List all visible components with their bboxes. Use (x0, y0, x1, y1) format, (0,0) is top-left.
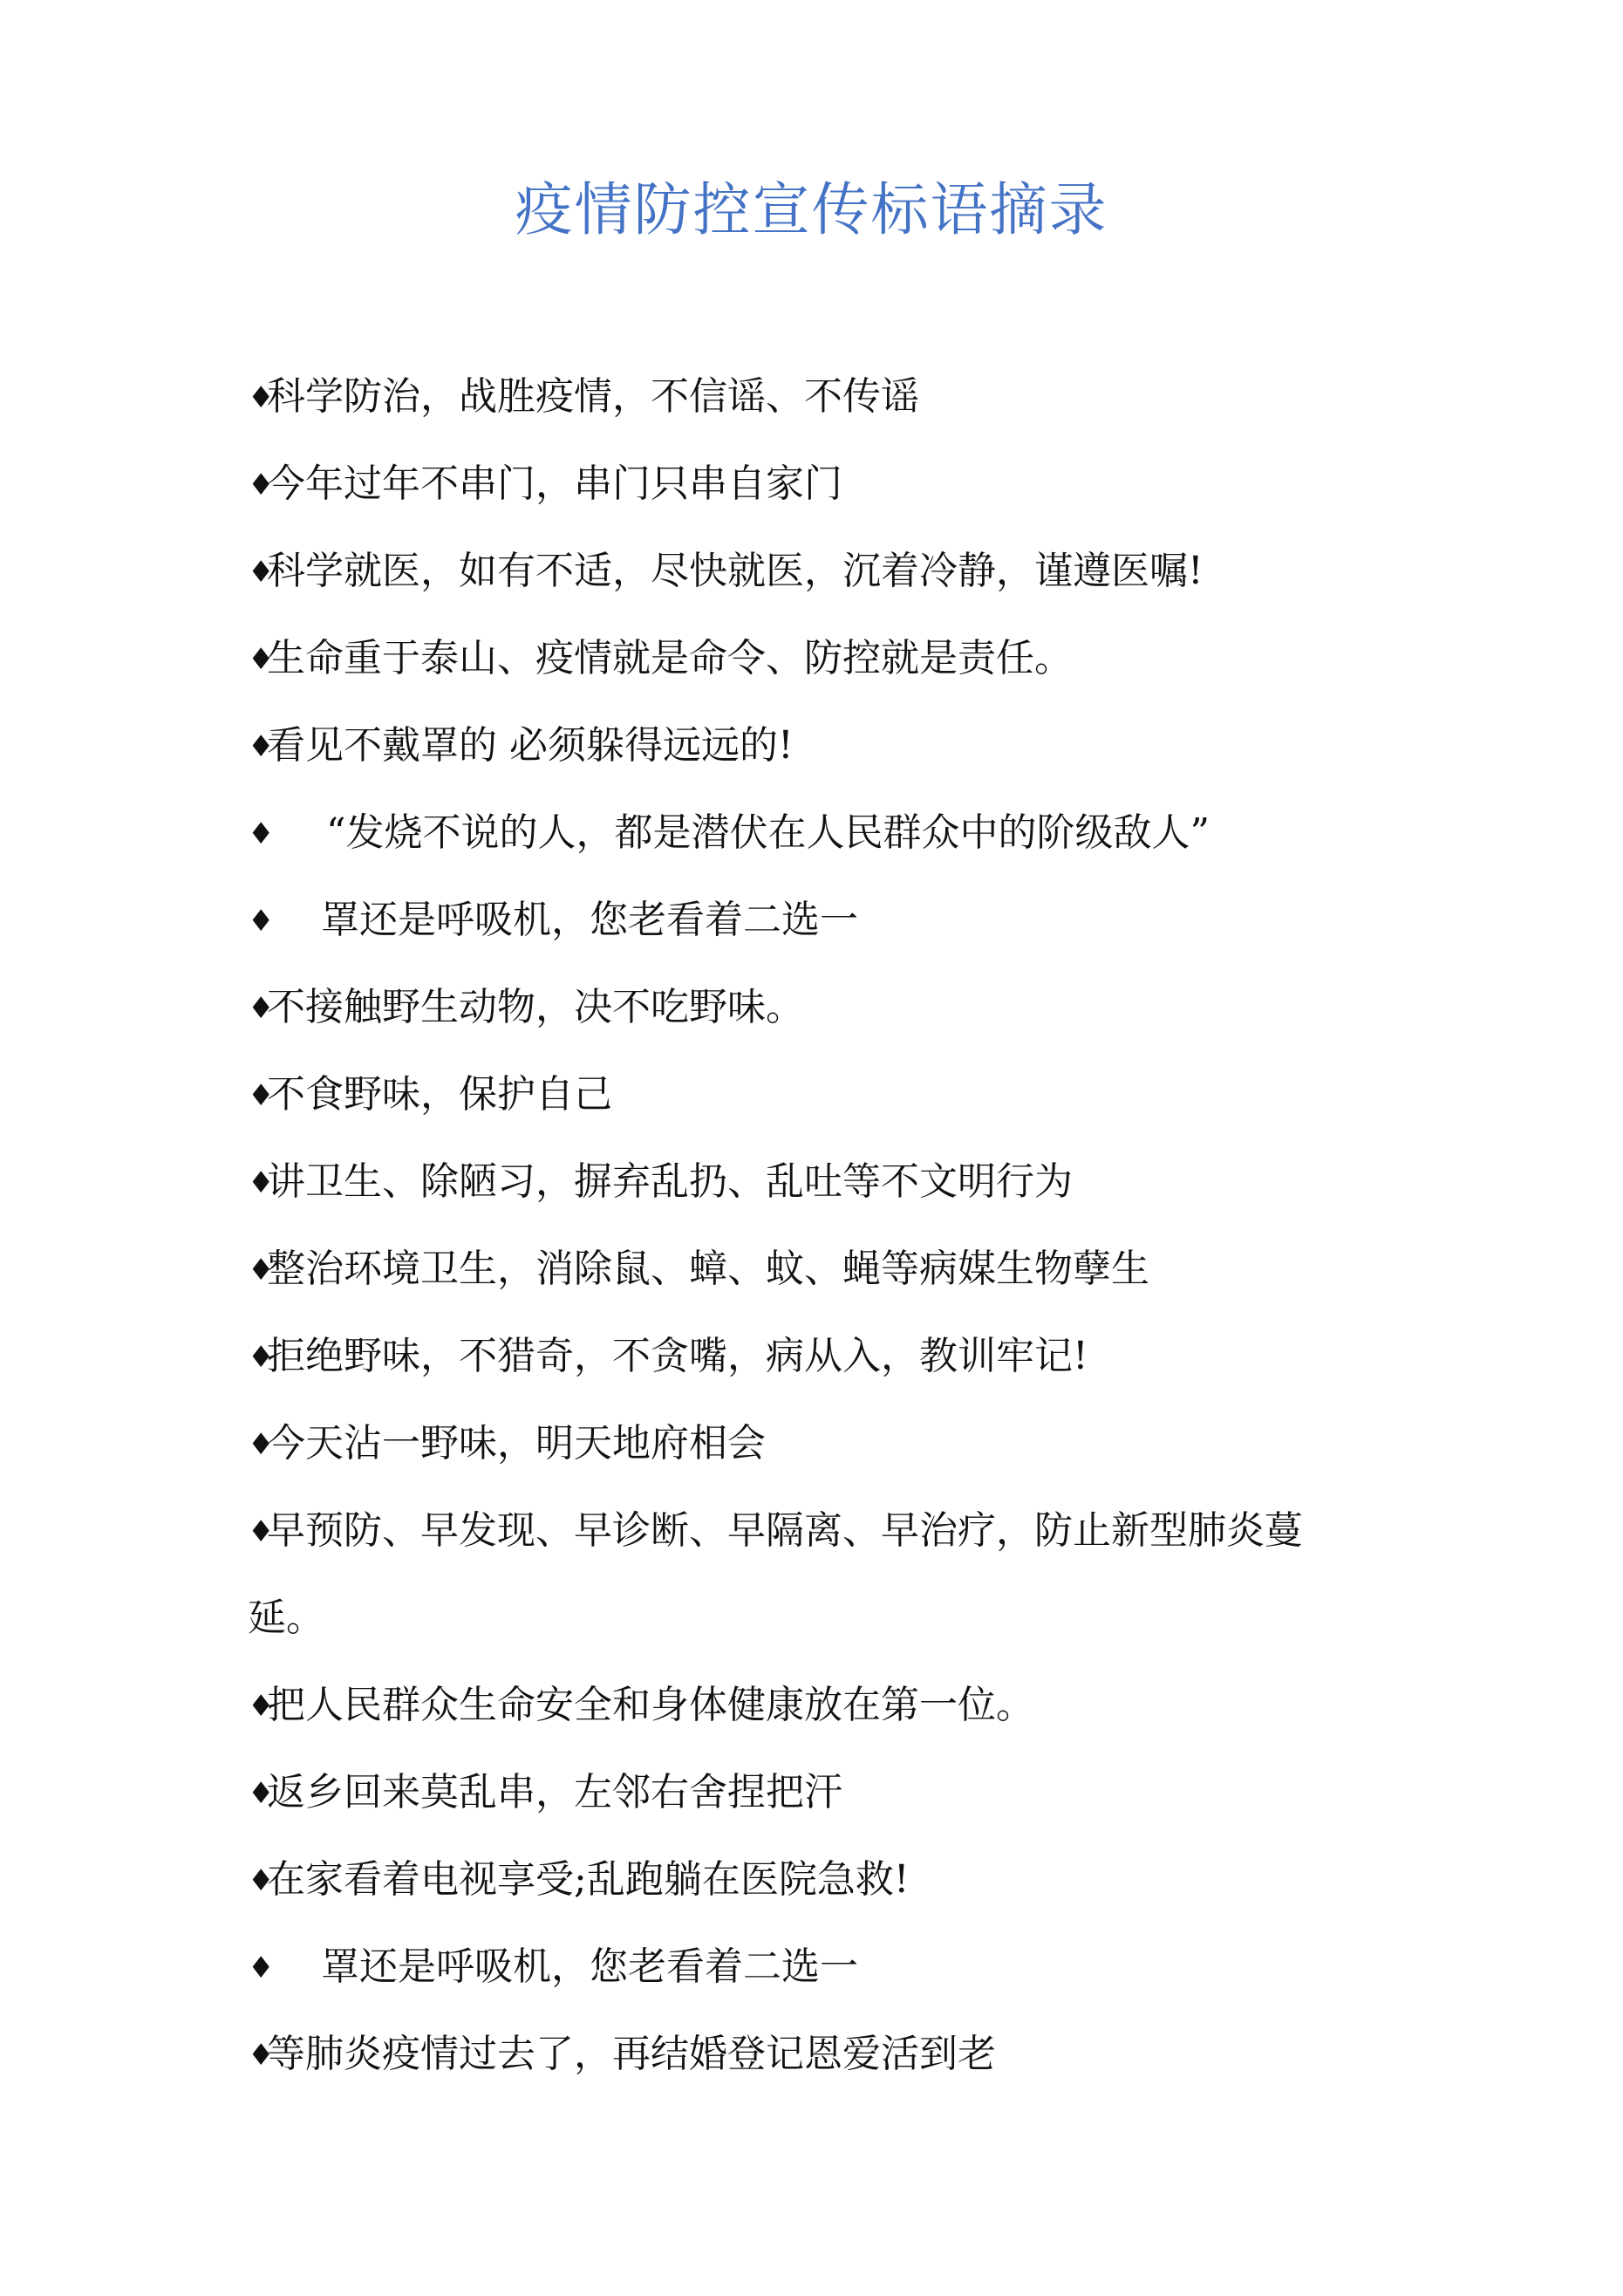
list-item (248, 964, 1399, 1051)
slogan-text: 讲卫生、除陋习，摒弃乱扔、乱吐等不文明行为 (267, 1159, 1073, 1204)
list-item (248, 1138, 1399, 1226)
list-item (248, 2011, 1399, 2098)
slogan-list (248, 353, 1399, 2098)
slogan-text: 今年过年不串门，串门只串自家门 (267, 461, 842, 506)
slogan-text: 在家看着电视享受;乱跑躺在医院急救! (267, 1857, 910, 1902)
diamond-bullet-icon: ♦ (248, 1514, 275, 1549)
slogan-text: 整治环境卫生，消除鼠、蟑、蚊、蝇等病媒生物孽生 (267, 1247, 1149, 1291)
diamond-bullet-icon: ♦ (248, 1340, 275, 1375)
list-item (248, 877, 1399, 964)
list-item (248, 1313, 1399, 1400)
diamond-bullet-icon: ♦ (248, 817, 275, 851)
slogan-text: 返乡回来莫乱串，左邻右舍捏把汗 (267, 1770, 842, 1814)
slogan-text: “发烧不说的人，都是潜伏在人民群众中的阶级敌人” (326, 810, 1210, 855)
slogan-text: 拒绝野味，不猎奇，不贪嘴，病从入，教训牢记! (267, 1334, 1088, 1378)
diamond-bullet-icon: ♦ (248, 1253, 275, 1288)
list-item (248, 528, 1399, 615)
slogan-text: 看见不戴罩的 必须躲得远远的! (267, 723, 794, 768)
diamond-bullet-icon: ♦ (248, 1776, 275, 1811)
slogan-text: 科学防治，战胜疫情，不信谣、不传谣 (267, 374, 919, 419)
list-item (248, 1487, 1399, 1575)
diamond-bullet-icon: ♦ (248, 642, 275, 677)
diamond-bullet-icon: ♦ (248, 468, 275, 502)
list-item (248, 1400, 1399, 1487)
list-item (248, 1836, 1399, 1924)
diamond-bullet-icon: ♦ (248, 2038, 275, 2073)
document-title: 疫情防控宣传标语摘录 (515, 176, 1108, 243)
diamond-bullet-icon: ♦ (248, 1689, 275, 1724)
diamond-bullet-icon: ♦ (248, 555, 275, 590)
slogan-text: 罩还是呼吸机，您老看着二选一 (321, 1944, 858, 1989)
list-item (248, 441, 1399, 528)
diamond-bullet-icon: ♦ (248, 904, 275, 939)
slogan-text: 不接触野生动物，决不吃野味。 (267, 985, 804, 1029)
diamond-bullet-icon: ♦ (248, 1427, 275, 1462)
slogan-text: 不食野味，保护自己 (267, 1072, 612, 1117)
list-item (248, 702, 1399, 789)
list-item (248, 353, 1399, 441)
list-item (248, 1924, 1399, 2011)
diamond-bullet-icon: ♦ (248, 1078, 275, 1113)
slogan-text: 科学就医，如有不适，尽快就医，沉着冷静，谨遵医嘱! (267, 549, 1204, 593)
slogan-text: 延。 (248, 1596, 324, 1640)
slogan-text: 生命重于泰山、疫情就是命令、防控就是责任。 (267, 636, 1073, 680)
list-item-continuation (248, 1575, 1399, 1662)
diamond-bullet-icon: ♦ (248, 1951, 275, 1985)
diamond-bullet-icon: ♦ (248, 991, 275, 1026)
slogan-text: 把人民群众生命安全和身体健康放在第一位。 (267, 1683, 1034, 1727)
list-item (248, 1749, 1399, 1836)
diamond-bullet-icon: ♦ (248, 1863, 275, 1898)
slogan-text: 等肺炎疫情过去了，再结婚登记恩爱活到老 (267, 2032, 996, 2076)
diamond-bullet-icon: ♦ (248, 380, 275, 415)
slogan-text: 早预防、早发现、早诊断、早隔离、早治疗，防止新型肺炎蔓 (267, 1508, 1303, 1553)
list-item (248, 1051, 1399, 1138)
list-item (248, 615, 1399, 702)
diamond-bullet-icon: ♦ (248, 1165, 275, 1200)
list-item (248, 1662, 1399, 1749)
list-item (248, 789, 1399, 877)
list-item (248, 1226, 1399, 1313)
slogan-text: 罩还是呼吸机，您老看着二选一 (321, 898, 858, 942)
diamond-bullet-icon: ♦ (248, 729, 275, 764)
slogan-text: 今天沾一野味，明天地府相会 (267, 1421, 766, 1466)
